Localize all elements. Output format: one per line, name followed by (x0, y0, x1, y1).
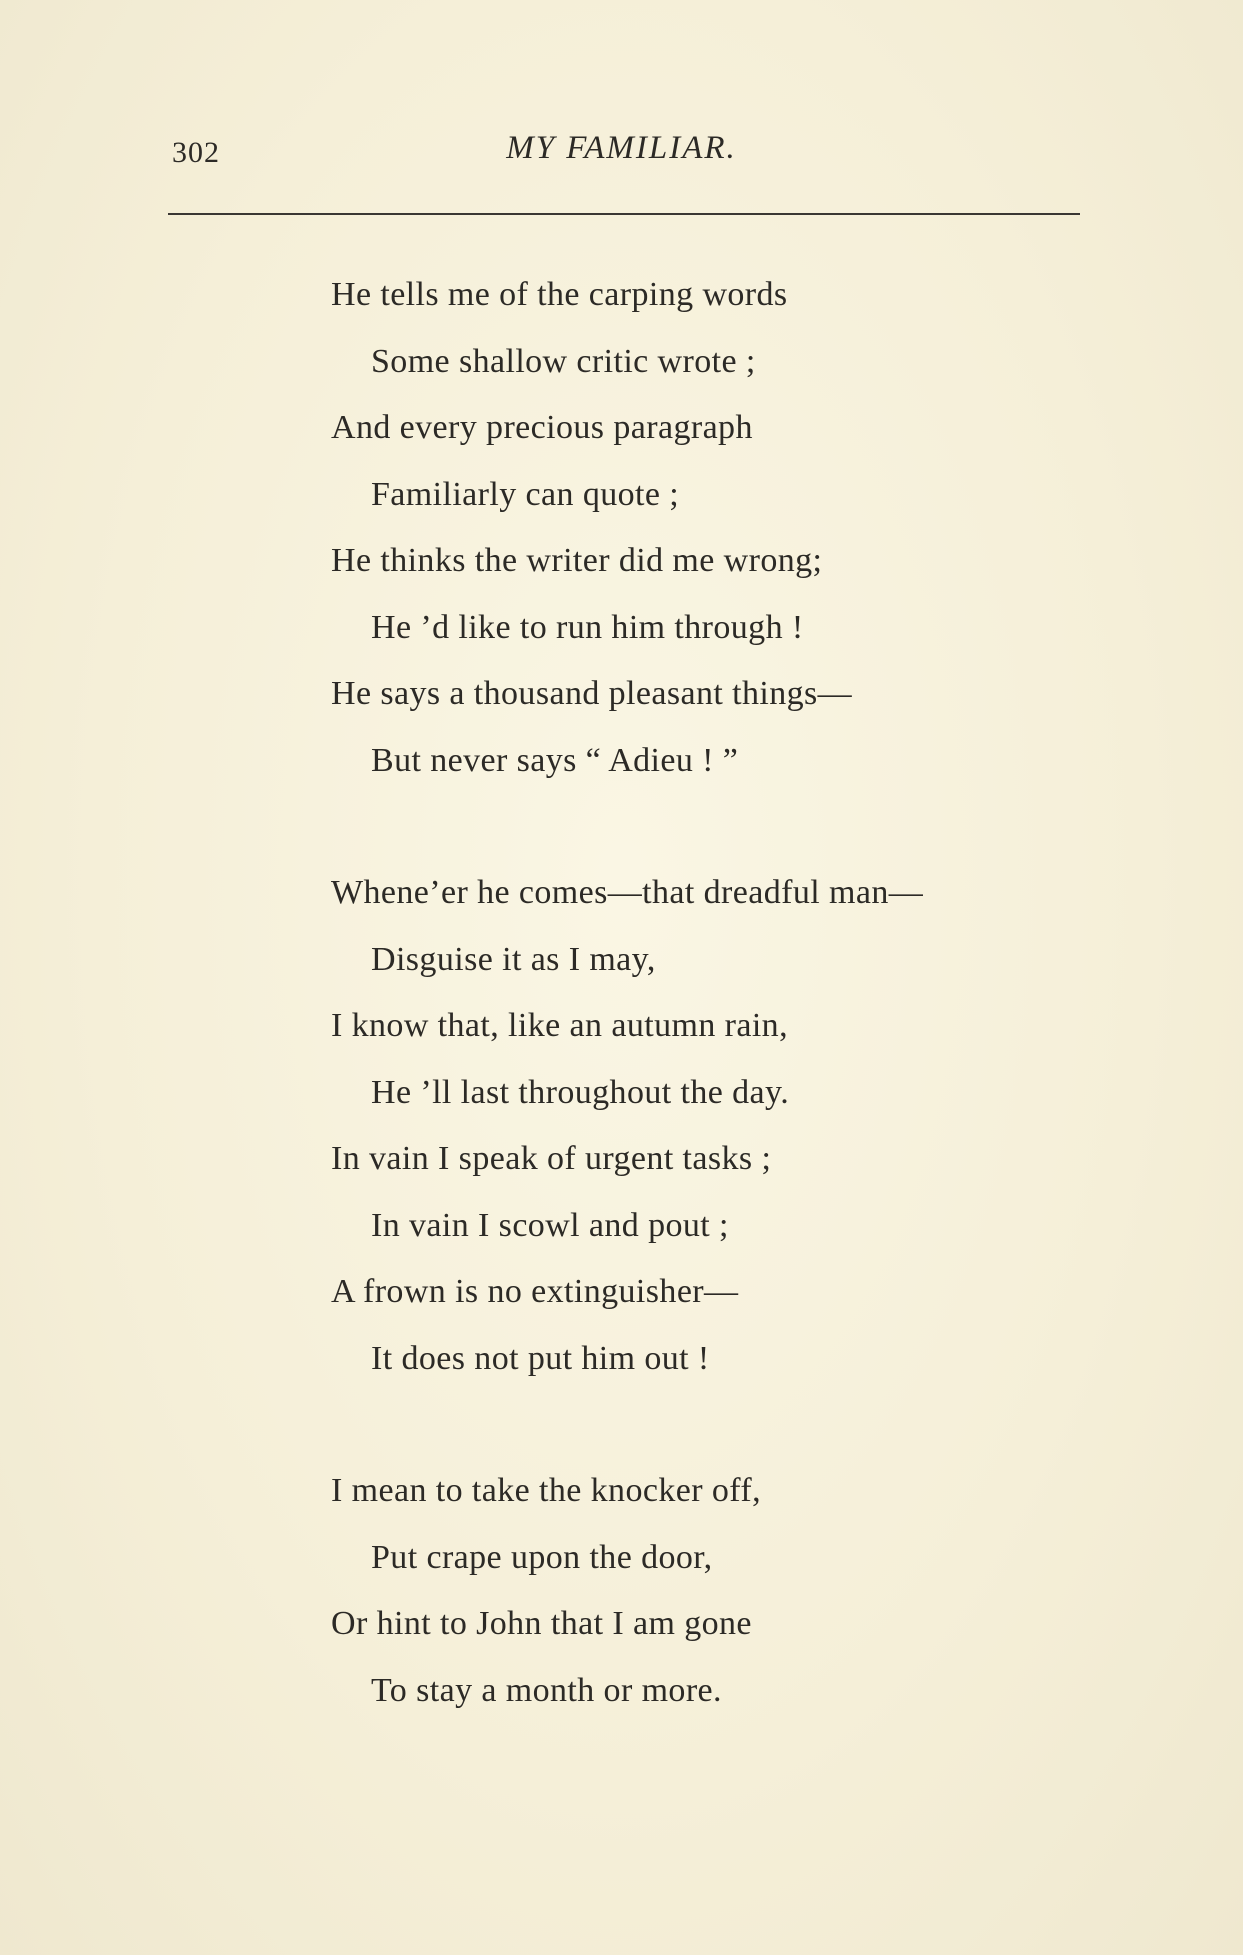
poem-line: He says a thousand pleasant things— (331, 675, 853, 712)
poem-line: Or hint to John that I am gone (331, 1605, 752, 1642)
running-title: MY FAMILIAR. (506, 130, 737, 166)
stanza-1 (331, 262, 1151, 794)
poem-line: Disguise it as I may, (371, 940, 656, 978)
poem-line: Whene’er he comes—that dreadful man— (331, 874, 924, 911)
poem-line: Put crape upon the door, (371, 1538, 713, 1576)
poem-line: I mean to take the knocker off, (331, 1472, 761, 1509)
poem-line: Familiarly can quote ; (371, 475, 680, 513)
poem-line: And every precious paragraph (331, 409, 753, 446)
poem-line: To stay a month or more. (371, 1671, 722, 1709)
poem-line: He tells me of the carping words (331, 276, 788, 313)
page-number: 302 (172, 136, 220, 169)
poem-line: A frown is no extinguisher— (331, 1273, 739, 1310)
poem-line: He ’ll last throughout the day. (371, 1073, 790, 1111)
poem-line: He ’d like to run him through ! (371, 608, 804, 646)
stanza-2 (331, 860, 1151, 1392)
poem-line: I know that, like an autumn rain, (331, 1007, 788, 1044)
poem-body (331, 262, 1151, 1724)
poem-line: But never says “ Adieu ! ” (371, 741, 739, 779)
stanza-3 (331, 1458, 1151, 1724)
header-rule (168, 213, 1080, 215)
poem-line: He thinks the writer did me wrong; (331, 542, 823, 579)
poem-line: It does not put him out ! (371, 1339, 710, 1377)
poem-line: Some shallow critic wrote ; (371, 342, 756, 380)
poem-line: In vain I speak of urgent tasks ; (331, 1140, 772, 1177)
poem-line: In vain I scowl and pout ; (371, 1206, 729, 1244)
